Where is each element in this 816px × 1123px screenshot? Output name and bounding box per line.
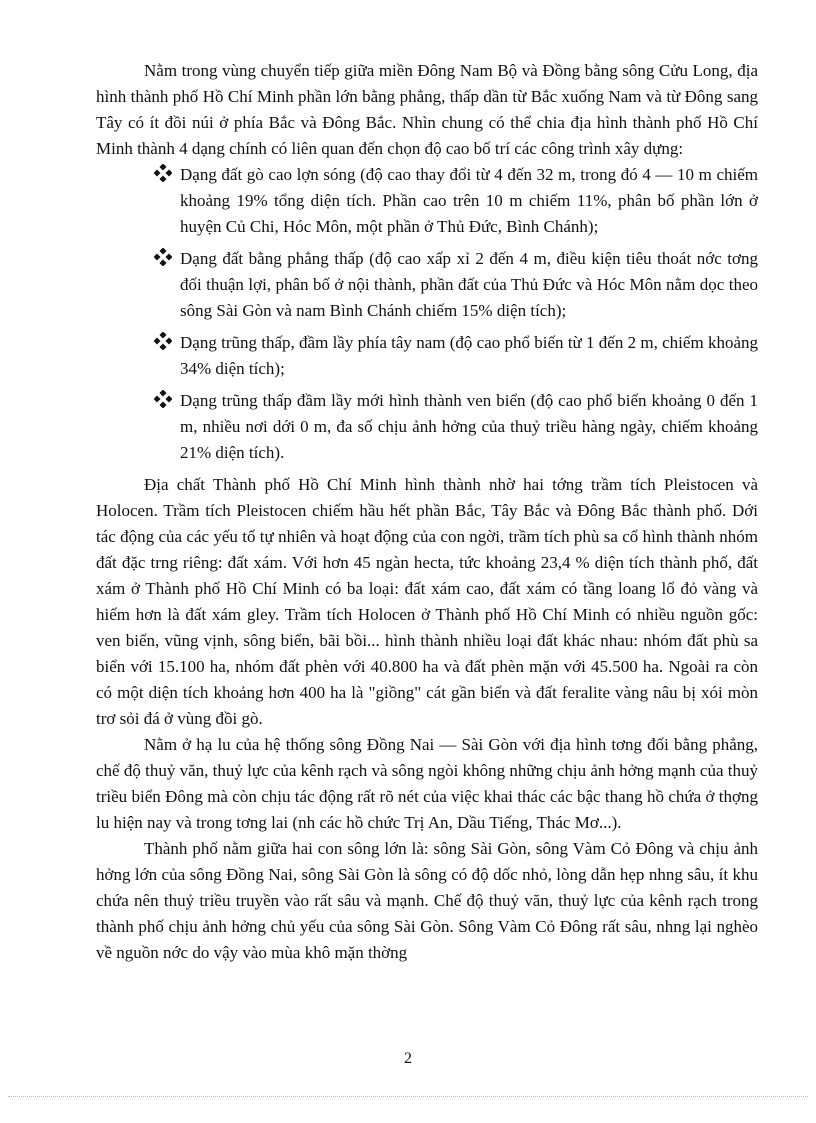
diamond-bullet-icon	[154, 390, 172, 408]
paragraph-hydrology: Nằm ở hạ lu của hệ thống sông Đồng Nai — Sài Gòn với địa hình tơng đối bằng phẳng, chế độ thuỷ văn, thuỷ lực của kênh rạch và sông ngòi không những chịu ảnh hởng mạnh của thuỷ triều biển Đông mà còn chịu tác động rất rõ nét của việc khai thác các bậc thang hồ chứa ở thợng lu hiện nay và trong tơng lai (nh các hồ chức Trị An, Dầu Tiếng, Thác Mơ...).	[96, 735, 758, 832]
paragraph-rivers: Thành phố nằm giữa hai con sông lớn là: sông Sài Gòn, sông Vàm Cỏ Đông và chịu ảnh hởng lớn của sông Đồng Nai, sông Sài Gòn là sông có độ dốc nhỏ, lòng dẫn hẹp nhng sâu, ít khu chứa nên thuỷ triều truyền vào rất sâu và mạnh. Chế độ thuỷ văn, thuỷ lực của kênh rạch trong thành phố chịu ảnh hởng chủ yếu của sông Sài Gòn. Sông Vàm Cỏ Đông rất sâu, nhng lại nghèo về nguồn nớc do vậy vào mùa khô mặn thờng	[96, 839, 758, 962]
diamond-bullet-icon	[154, 248, 172, 266]
list-item	[154, 246, 758, 324]
page-bottom-divider	[8, 1096, 808, 1097]
list-item	[154, 388, 758, 466]
diamond-bullet-icon	[154, 164, 172, 182]
list-item	[154, 162, 758, 240]
paragraph-geology: Địa chất Thành phố Hồ Chí Minh hình thành nhờ hai tớng trầm tích Pleistocen và Holocen. Trầm tích Pleistocen chiếm hầu hết phần Bắc, Tây Bắc và Đông Bắc thành phố. Dới tác động của các yếu tố tự nhiên và hoạt động của con ngời, trầm tích phù sa cổ hình thành nhóm đất đặc trng riêng: đất xám. Với hơn 45 ngàn hecta, tức khoảng 23,4 % diện tích thành phố, đất xám ở Thành phố Hồ Chí Minh có ba loại: đất xám cao, đất xám có tầng loang lổ đỏ vàng và hiếm hơn là đất xám gley. Trầm tích Holocen ở Thành phố Hồ Chí Minh có nhiều nguồn gốc: ven biển, vũng vịnh, sông biển, bãi bồi... hình thành nhiều loại đất khác nhau: nhóm đất phù sa biển với 15.100 ha, nhóm đất phèn với 40.800 ha và đất phèn mặn với 45.500 ha. Ngoài ra còn có một diện tích khoảng hơn 400 ha là "giồng" cát gần biển và đất feralite vàng nâu bị xói mòn trơ sỏi đá ở vùng đồi gò.	[96, 475, 758, 728]
terrain-type-list	[96, 162, 758, 466]
list-item-text: Dạng trũng thấp, đầm lầy phía tây nam (độ cao phổ biến từ 1 đến 2 m, chiếm khoảng 34% diện tích);	[180, 333, 758, 378]
list-item-text: Dạng đất gò cao lợn sóng (độ cao thay đổi từ 4 đến 32 m, trong đó 4 — 10 m chiếm khoảng 19% tổng diện tích. Phần cao trên 10 m chiếm 11%, phân bố phần lớn ở huyện Củ Chi, Hóc Môn, một phần ở Thủ Đức, Bình Chánh);	[180, 165, 758, 236]
list-item	[154, 330, 758, 382]
diamond-bullet-icon	[154, 332, 172, 350]
list-item-text: Dạng đất bằng phẳng thấp (độ cao xấp xỉ 2 đến 4 m, điều kiện tiêu thoát nớc tơng đối thuận lợi, phân bố ở nội thành, phần đất của Thủ Đức và Hóc Môn nằm dọc theo sông Sài Gòn và nam Bình Chánh chiếm 15% diện tích);	[180, 249, 758, 320]
page-body	[96, 58, 758, 966]
list-item-text: Dạng trũng thấp đầm lầy mới hình thành ven biển (độ cao phổ biến khoảng 0 đến 1 m, nhiều nơi dới 0 m, đa số chịu ảnh hởng của thuỷ triều hàng ngày, chiếm khoảng 21% diện tích).	[180, 391, 758, 462]
paragraph-terrain-intro: Nằm trong vùng chuyển tiếp giữa miền Đông Nam Bộ và Đồng bằng sông Cửu Long, địa hình thành phố Hồ Chí Minh phần lớn bằng phẳng, thấp dần từ Bắc xuống Nam và từ Đông sang Tây có ít đồi núi ở phía Bắc và Đông Bắc. Nhìn chung có thể chia địa hình thành phố Hồ Chí Minh thành 4 dạng chính có liên quan đến chọn độ cao bố trí các công trình xây dựng:	[96, 61, 758, 158]
page-number: 2	[404, 1050, 412, 1067]
